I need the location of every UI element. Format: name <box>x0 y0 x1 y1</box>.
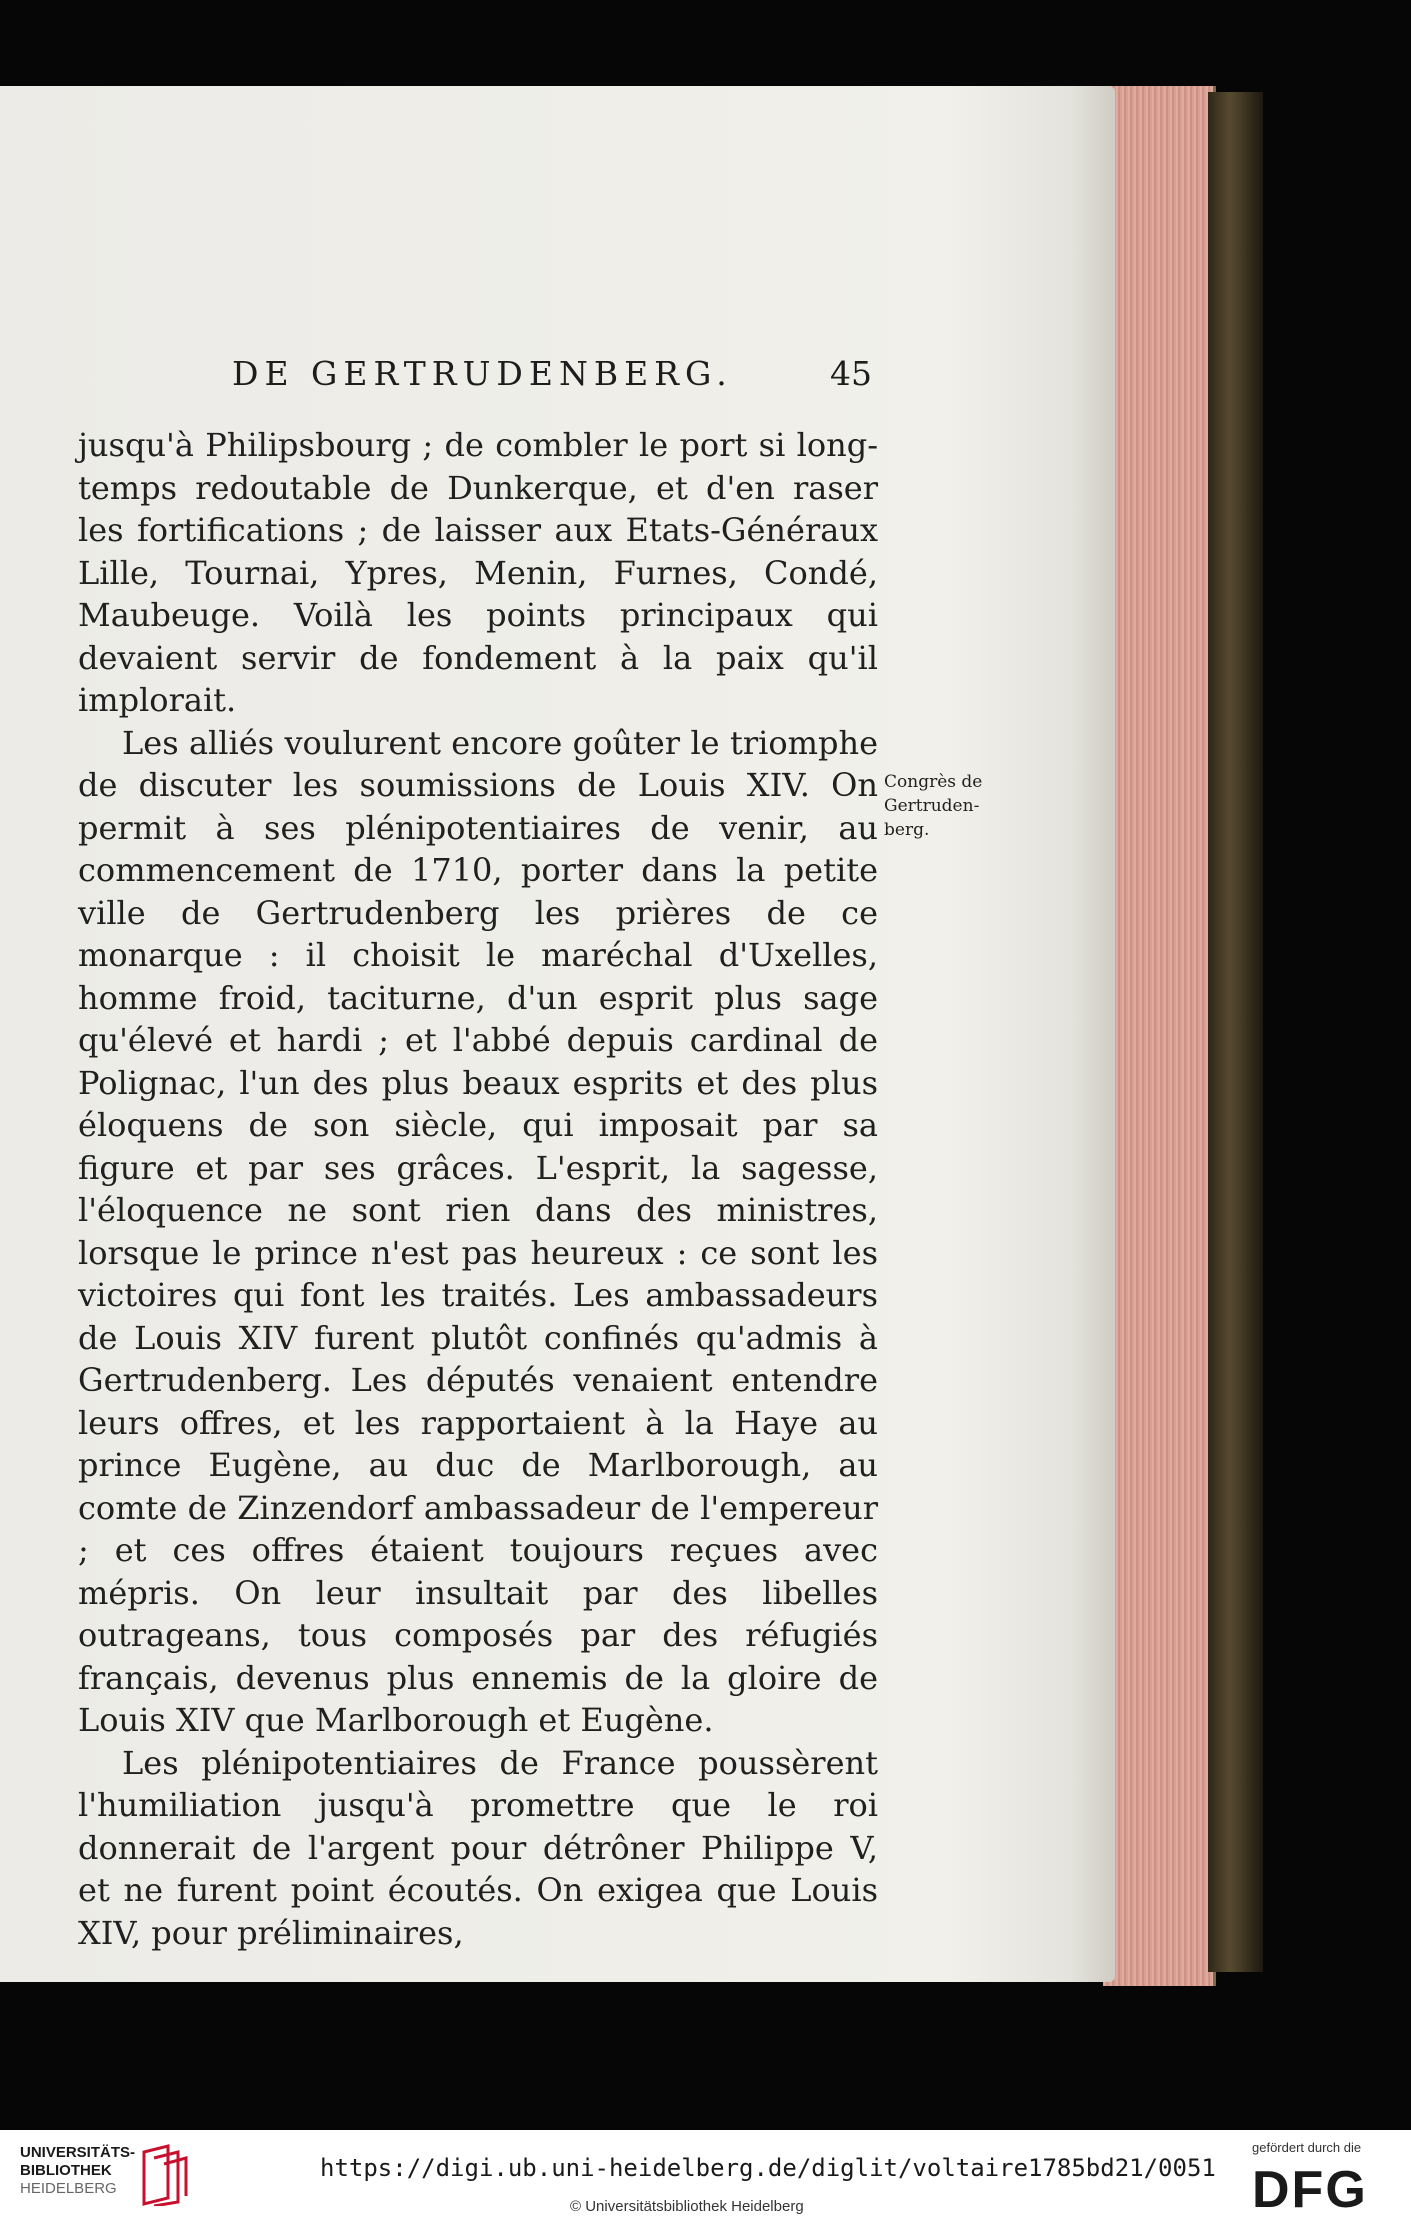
copyright-notice: © Universitätsbibliothek Heidelberg <box>570 2198 804 2215</box>
body-text <box>78 424 878 1954</box>
margin-note-line: Congrès de <box>884 772 983 792</box>
margin-note <box>884 770 1009 842</box>
logo-line: HEIDELBERG <box>20 2180 117 2197</box>
book-page <box>0 86 1115 1982</box>
paragraph: Les alliés voulurent encore goûter le triomphe de discuter les soumissions de Louis XIV. On permit à ses plénipotentiaires de venir, au commencement de 1710, porter dans la petite ville de Gertrudenberg les prières de ce monarque : il choisit le maréchal d'Uxelles, homme froid, taciturne, d'un esprit plus sage qu'élevé et hardi ; et l'abbé depuis cardinal de Polignac, l'un des plus beaux esprits et des plus éloquens de son siècle, qui imposait par sa figure et par ses grâces. L'esprit, la sagesse, l'éloquence ne sont rien dans des ministres, lorsque le prince n'est pas heureux : ce sont les victoires qui font les traités. Les ambassadeurs de Louis XIV furent plutôt confinés qu'admis à Gertrudenberg. Les députés venaient entendre leurs offres, et les rapportaient à la Haye au prince Eugène, au duc de Marlborough, au comte de Zinzendorf ambassadeur de l'empereur ; et ces offres étaient toujours reçues avec mépris. On leur insultait par des libelles outrageans, tous composés par des réfugiés français, devenus plus ennemis de la gloire de Louis XIV que Marlborough et Eugène. <box>78 723 878 1739</box>
logo-line: UNIVERSITÄTS- <box>20 2144 136 2161</box>
margin-note-line: berg. <box>884 820 930 840</box>
paragraph: jusqu'à Philipsbourg ; de combler le port si long-temps redoutable de Dunkerque, et d'en raser les fortifications ; de laisser aux Etats-Généraux Lille, Tournai, Ypres, Menin, Furnes, Condé, Maubeuge. Voilà les points principaux qui devaient servir de fondement à la paix qu'il implorait. <box>78 426 878 719</box>
library-logo[interactable] <box>20 2144 135 2198</box>
page-edges <box>1103 86 1216 1986</box>
paragraph: Les plénipotentiaires de France poussèrent l'humiliation jusqu'à promettre que le roi donnerait de l'argent pour détrôner Philippe V, et ne furent point écoutés. On exigea que Louis XIV, pour préliminaires, <box>78 1743 878 1952</box>
library-mark-icon <box>140 2144 188 2206</box>
page-header <box>232 354 872 406</box>
sponsor-text: gefördert durch die <box>1252 2140 1362 2155</box>
viewer-footer <box>0 2130 1411 2234</box>
dfg-logo[interactable]: DFG <box>1252 2161 1368 2219</box>
permalink-url[interactable]: https://digi.ub.uni-heidelberg.de/diglit/voltaire1785bd21/0051 <box>320 2154 1216 2182</box>
book-spine <box>1208 92 1263 1972</box>
logo-line: BIBLIOTHEK <box>20 2162 112 2179</box>
page-number: 45 <box>830 354 872 393</box>
margin-note-line: Gertruden- <box>884 796 980 816</box>
running-title: DE GERTRUDENBERG. <box>232 354 733 393</box>
